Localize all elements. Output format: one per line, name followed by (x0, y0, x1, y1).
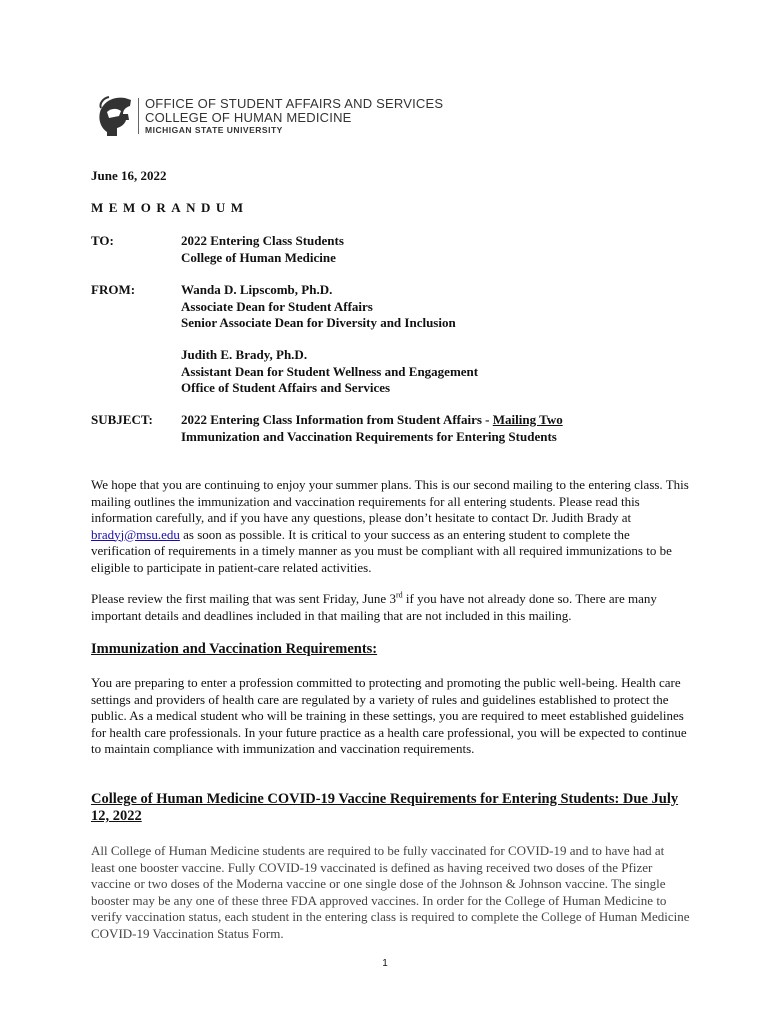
from-line: Associate Dean for Student Affairs (181, 298, 373, 314)
from-label: FROM: (91, 282, 136, 297)
subject-line-2: Immunization and Vaccination Requirements for Entering Students (181, 428, 557, 444)
immunization-heading: Immunization and Vaccination Requirements: (91, 641, 378, 657)
intro-text-2: as soon as possible. It is critical to your success as an entering student to complete the verification of requirements in a timely manner as you must be compliant with all required immunizations to be eligible to participate in patient-care related activities. (91, 526, 672, 575)
from-line: Wanda D. Lipscomb, Ph.D. (181, 282, 333, 297)
college-name: COLLEGE OF HUMAN MEDICINE (145, 110, 352, 125)
memo-title: MEMORANDUM (91, 200, 249, 215)
letterhead-logo (95, 94, 444, 138)
from-line: Judith E. Brady, Ph.D. (181, 347, 308, 362)
intro-paragraph (91, 477, 691, 576)
covid-paragraph: All College of Human Medicine students are required to be fully vaccinated for COVID-19 and to have had at least one booster vaccine. Fully COVID-19 vaccinated is defined as having received two doses of the Pfizer vaccine or two doses of the Moderna vaccine or one single dose of the Johnson & Johnson vaccine. The single booster may be any one of these three FDA approved vaccines. In order for the College of Human Medicine to verify vaccination status, each student in the entering class is required to complete the College of Human Medicine COVID-19 Vaccination Status Form. (91, 843, 690, 941)
to-line: 2022 Entering Class Students (181, 233, 344, 248)
email-link[interactable]: bradyj@msu.edu (91, 526, 180, 542)
from-line: Senior Associate Dean for Diversity and Inclusion (181, 315, 456, 330)
subject-mailing: Mailing Two (492, 412, 563, 427)
to-label: TO: (91, 233, 114, 248)
subject-label: SUBJECT: (91, 412, 153, 427)
memo-date: June 16, 2022 (91, 168, 167, 183)
review-text-1: Please review the first mailing that was sent Friday, June 3 (91, 591, 396, 606)
university-name: MICHIGAN STATE UNIVERSITY (145, 125, 283, 135)
from-line: Office of Student Affairs and Services (181, 380, 391, 395)
from-block (181, 282, 456, 332)
intro-text-1: We hope that you are continuing to enjoy your summer plans. This is our second mailing to the entering class. This mailing outlines the immunization and vaccination requirements for all entering students. Please read this information carefully, and if you have any questions, please don’t hesitate to contact Dr. Judith Brady at (91, 477, 689, 525)
subject-block (181, 412, 563, 445)
to-line: College of Human Medicine (181, 249, 336, 265)
subject-line-1 (181, 412, 563, 429)
from-block-2 (181, 347, 478, 397)
office-name: OFFICE OF STUDENT AFFAIRS AND SERVICES (145, 96, 444, 111)
review-paragraph (91, 591, 691, 624)
from-line: Assistant Dean for Student Wellness and Engagement (181, 363, 479, 379)
subject-prefix: 2022 Entering Class Information from Student Affairs - (181, 412, 493, 427)
review-text-2: if you have not already done so. There are many important details and deadlines included in that mailing that are not included in this mailing. (91, 591, 657, 623)
page-number: 1 (382, 958, 388, 969)
spartan-helmet-icon (95, 94, 135, 138)
logo-divider (138, 98, 139, 134)
immunization-paragraph: You are preparing to enter a profession committed to protecting and promoting the public well-being. Health care settings and providers of health care are regulated by a variety of rules and guidelines established to protect the public. As a medical student who will be training in these settings, you are required to meet established guidelines for health care professionals. In your future practice as a health care professional, you will be expected to continue to maintain compliance with immunization and vaccination requirements. (91, 675, 687, 756)
to-block (181, 233, 344, 266)
review-sup: rd (395, 590, 403, 600)
covid-heading: College of Human Medicine COVID-19 Vaccine Requirements for Entering Students: Due July 12, 2022 (91, 791, 679, 824)
